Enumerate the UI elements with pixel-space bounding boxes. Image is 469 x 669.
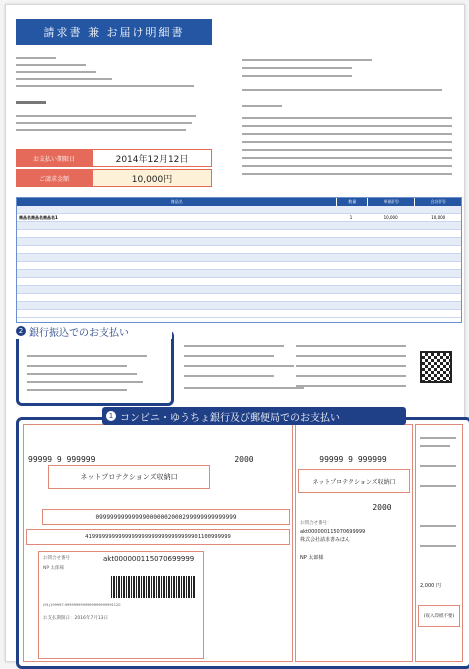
- amount-row: [16, 169, 212, 187]
- due-date-row: [16, 149, 212, 167]
- due-text: お支払期限日：2016年7月13日: [43, 616, 109, 621]
- qr-code: [420, 351, 452, 383]
- inquiry-box: [38, 551, 204, 659]
- mid-name: NP 太郎様: [300, 555, 324, 561]
- slip-account-right: 99999 9 999999: [319, 454, 387, 464]
- slip-code-1: 099999999999990000002000299999999999999: [42, 509, 290, 525]
- items-table: [16, 197, 462, 323]
- payment-slip-right: [415, 424, 463, 662]
- conveni-heading: [102, 407, 406, 425]
- conveni-number-badge: 1: [106, 411, 116, 421]
- row-qty: 1: [349, 215, 353, 220]
- slip-amount-right: 2000: [372, 502, 392, 512]
- side-amount: 2,000 円: [420, 583, 441, 589]
- row-price: 10,000: [383, 215, 398, 220]
- mid-inquiry-label: お問合せ番号：: [300, 521, 332, 526]
- mid-company: 株式会社請求書みほん: [300, 537, 351, 543]
- side-stamp-box: (収入印紙不要): [418, 605, 460, 627]
- invoice-page: [5, 4, 465, 662]
- col-item-name: 商品名: [17, 198, 337, 206]
- barcode: [111, 576, 195, 598]
- table-row: [17, 206, 461, 214]
- slip-amount-left: 2000: [234, 454, 254, 464]
- col-total: 合計(円): [430, 199, 446, 204]
- barcode-text: (91)199997-9999999999999999999991120: [43, 603, 121, 607]
- bank-title-text: 銀行振込でのお支払い: [29, 327, 129, 339]
- addressee-left: NP 太郎様: [43, 566, 65, 571]
- due-date-label: お支払い期限日: [16, 149, 92, 167]
- amount-value: 10,000円: [92, 169, 212, 187]
- bank-number-badge: 2: [16, 326, 26, 336]
- conveni-payment-box: [16, 417, 469, 669]
- row-item-name: 商品名商品名商品名1: [19, 214, 58, 220]
- mid-inquiry-number: akt000000115070699999: [300, 529, 366, 535]
- items-table-header: [17, 198, 461, 206]
- slip-payee-right: ネットプロテクションズ収納口: [298, 469, 410, 493]
- col-price: 単価(円): [368, 198, 415, 206]
- slip-account-left: 99999 9 999999: [28, 454, 96, 464]
- inquiry-number: akt000000115070699999: [103, 555, 195, 563]
- slip-payee-left: ネットプロテクションズ収納口: [48, 465, 210, 489]
- invoice-title: 請求書 兼 お届け明細書: [16, 19, 212, 45]
- slip-code-2: 41999999999999999999999999999999901100999999: [26, 529, 290, 545]
- bank-transfer-heading: [14, 323, 172, 339]
- due-date-value: 2014年12月12日: [92, 149, 212, 167]
- row-total: 10,000: [431, 215, 446, 220]
- table-row: [17, 214, 461, 222]
- payment-slip-left: [23, 424, 293, 662]
- col-qty: 数量: [337, 198, 368, 206]
- amount-label: ご請求金額: [16, 169, 92, 187]
- conveni-title-text: コンビニ・ゆうちょ銀行及び郵便局でのお支払い: [120, 412, 340, 424]
- payment-slip-middle: [295, 424, 413, 662]
- bank-transfer-box: [16, 330, 174, 406]
- inquiry-label: お問合せ番号: [43, 556, 70, 561]
